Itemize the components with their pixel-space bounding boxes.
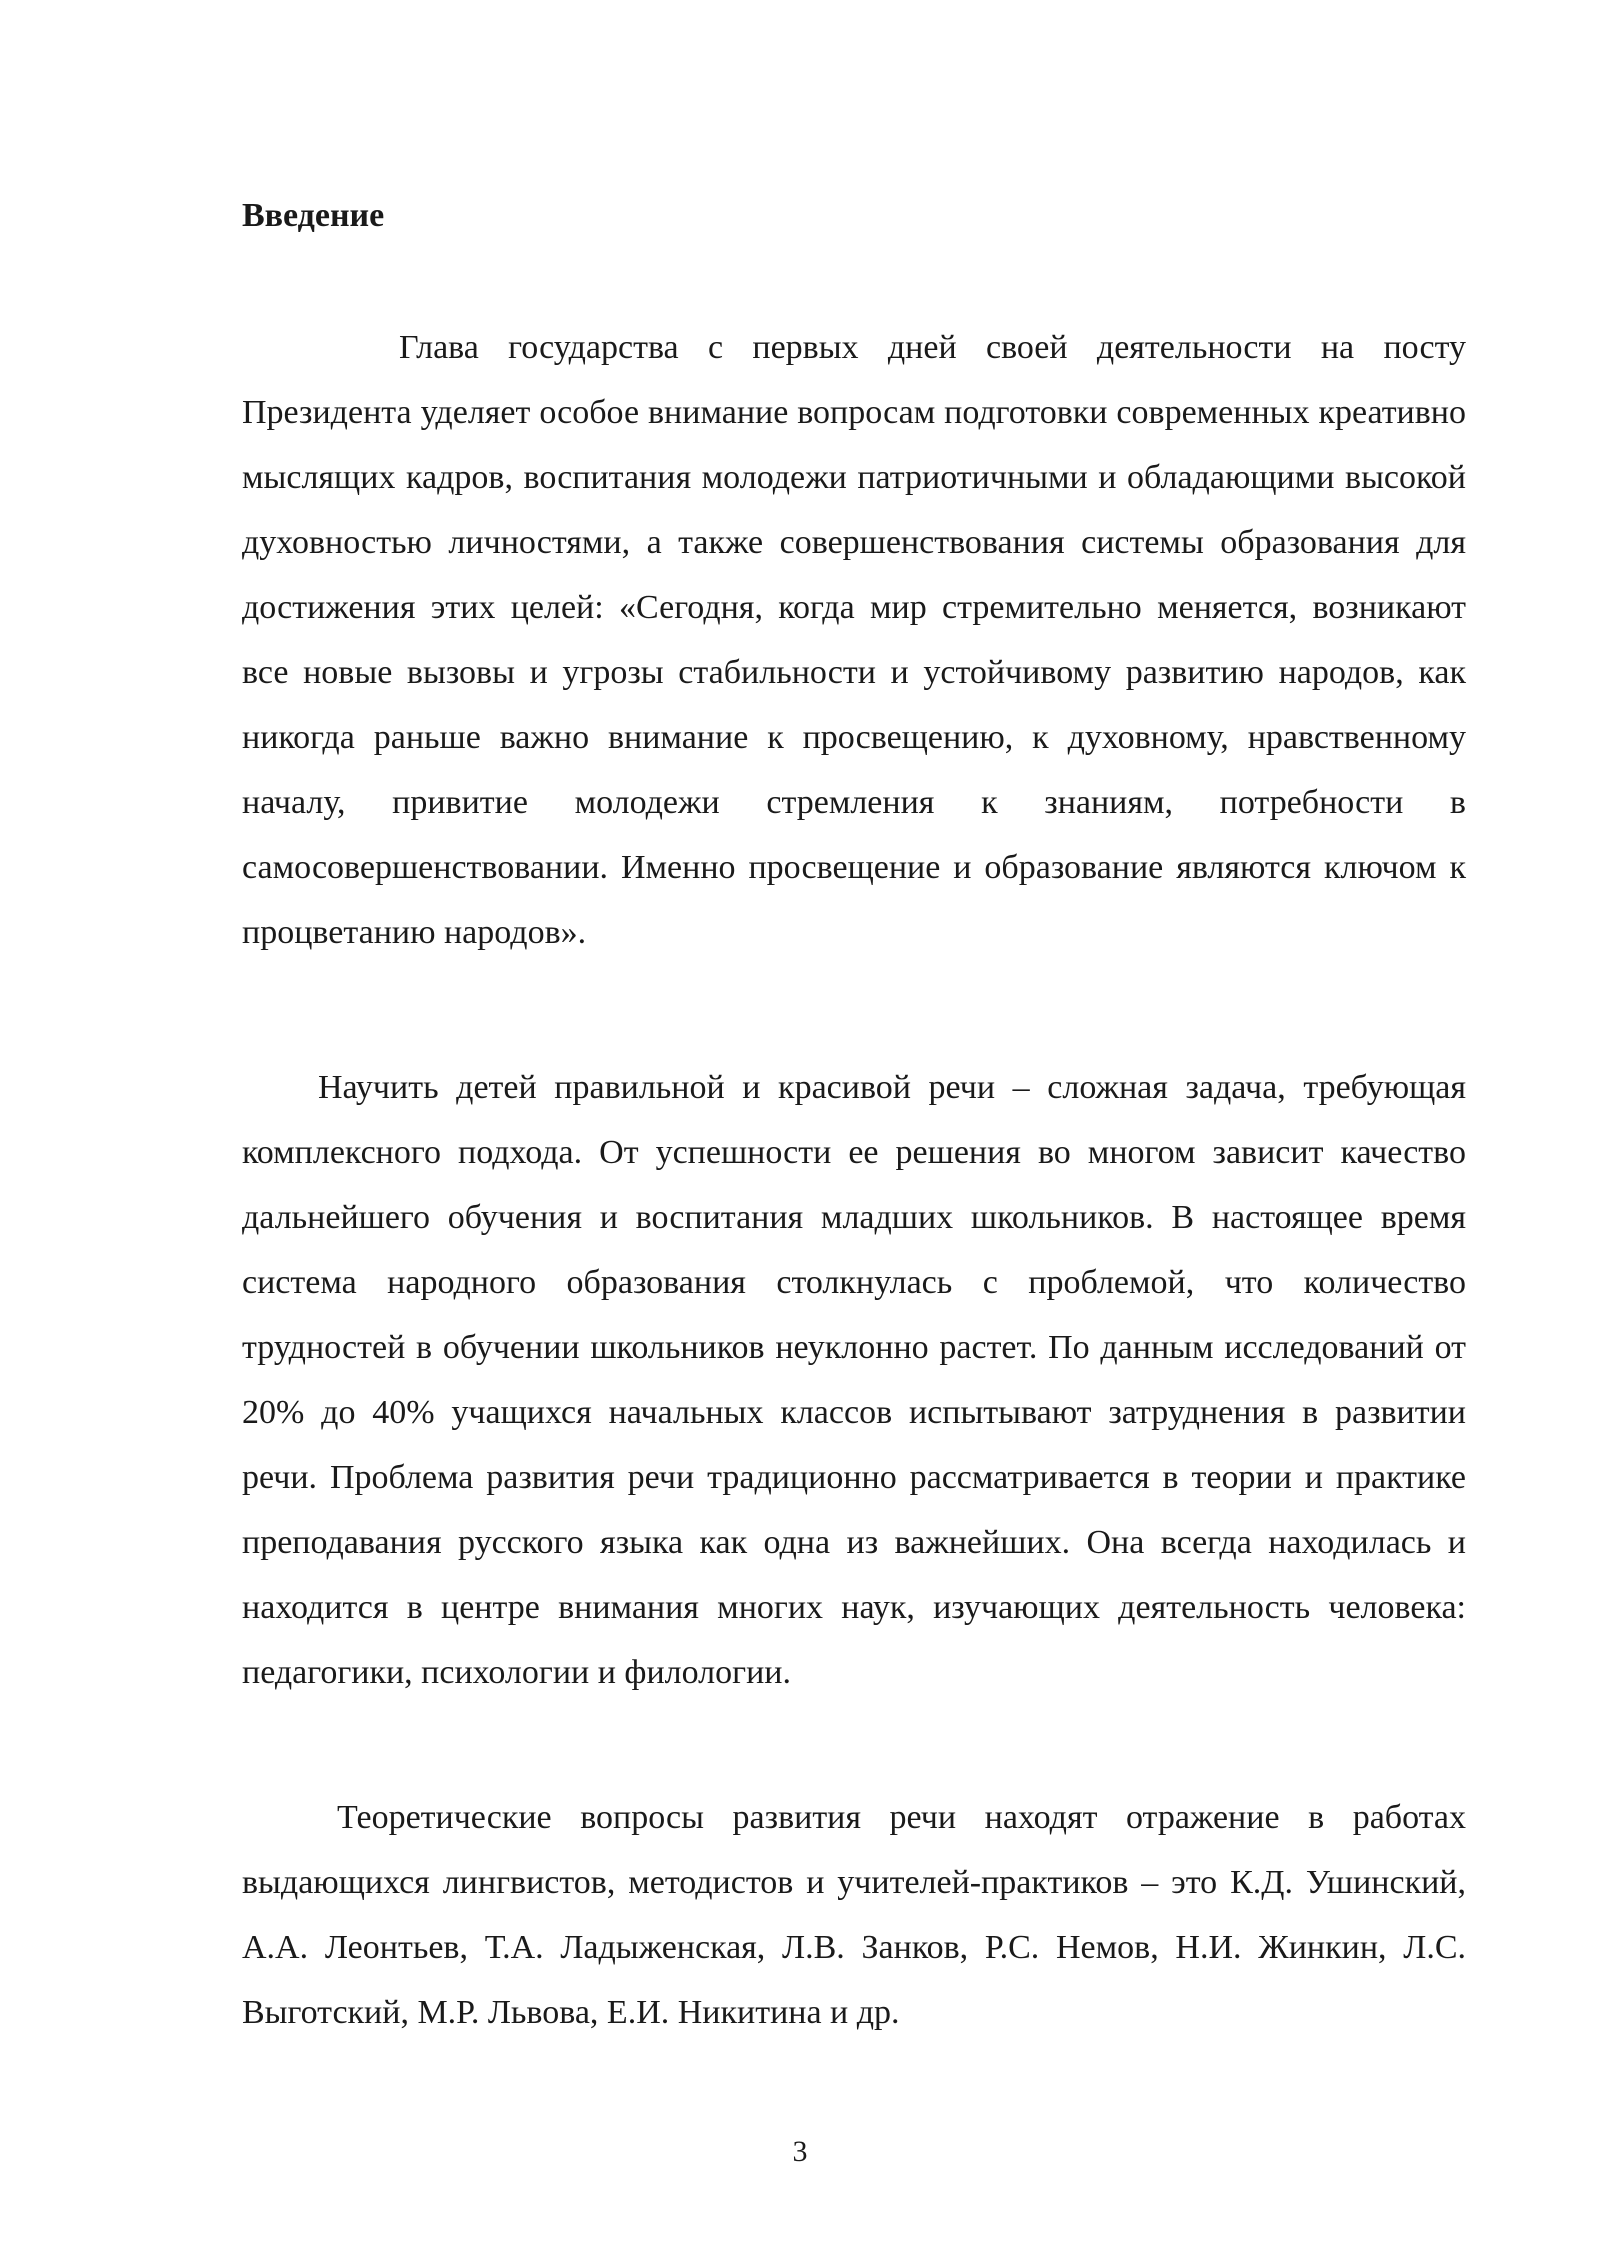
- paragraph-3: Теоретические вопросы развития речи находят отражение в работах выдающихся лингвистов, методистов и учителей-практиков – это К.Д. Ушинский, А.А. Леонтьев, Т.А. Ладыженская, Л.В. Занков, Р.С. Немов, Н.И. Жинкин, Л.С. Выготский, М.Р. Львова, Е.И. Никитина и др.: [242, 1799, 1466, 2031]
- paragraph-1: Глава государства с первых дней своей деятельности на посту Президента уделяет особое внимание вопросам подготовки современных креативно мыслящих кадров, воспитания молодежи патриотичными и обладающими высокой духовностью личностями, а также совершенствования системы образования для достижения этих целей: «Сегодня, когда мир стремительно меняется, возникают все новые вызовы и угрозы стабильности и устойчивому развитию народов, как никогда раньше важно внимание к просвещению, к духовному, нравственному началу, привитие молодежи стремления к знаниям, потребности в самосовершенствовании. Именно просвещение и образование являются ключом к процветанию народов».: [242, 329, 1466, 951]
- page-number: 3: [792, 2135, 808, 2168]
- section-heading: Введение: [242, 197, 385, 234]
- paragraph-2: Научить детей правильной и красивой речи – сложная задача, требующая комплексного подхода. От успешности ее решения во многом зависит качество дальнейшего обучения и воспитания младших школьников. В настоящее время система народного образования столкнулась с проблемой, что количество трудностей в обучении школьников неуклонно растет. По данным исследований от 20% до 40% учащихся начальных классов испытывают затруднения в развитии речи. Проблема развития речи традиционно рассматривается в теории и практике преподавания русского языка как одна из важнейших. Она всегда находилась и находится в центре внимания многих наук, изучающих деятельность человека: педагогики, психологии и филологии.: [242, 1069, 1466, 1691]
